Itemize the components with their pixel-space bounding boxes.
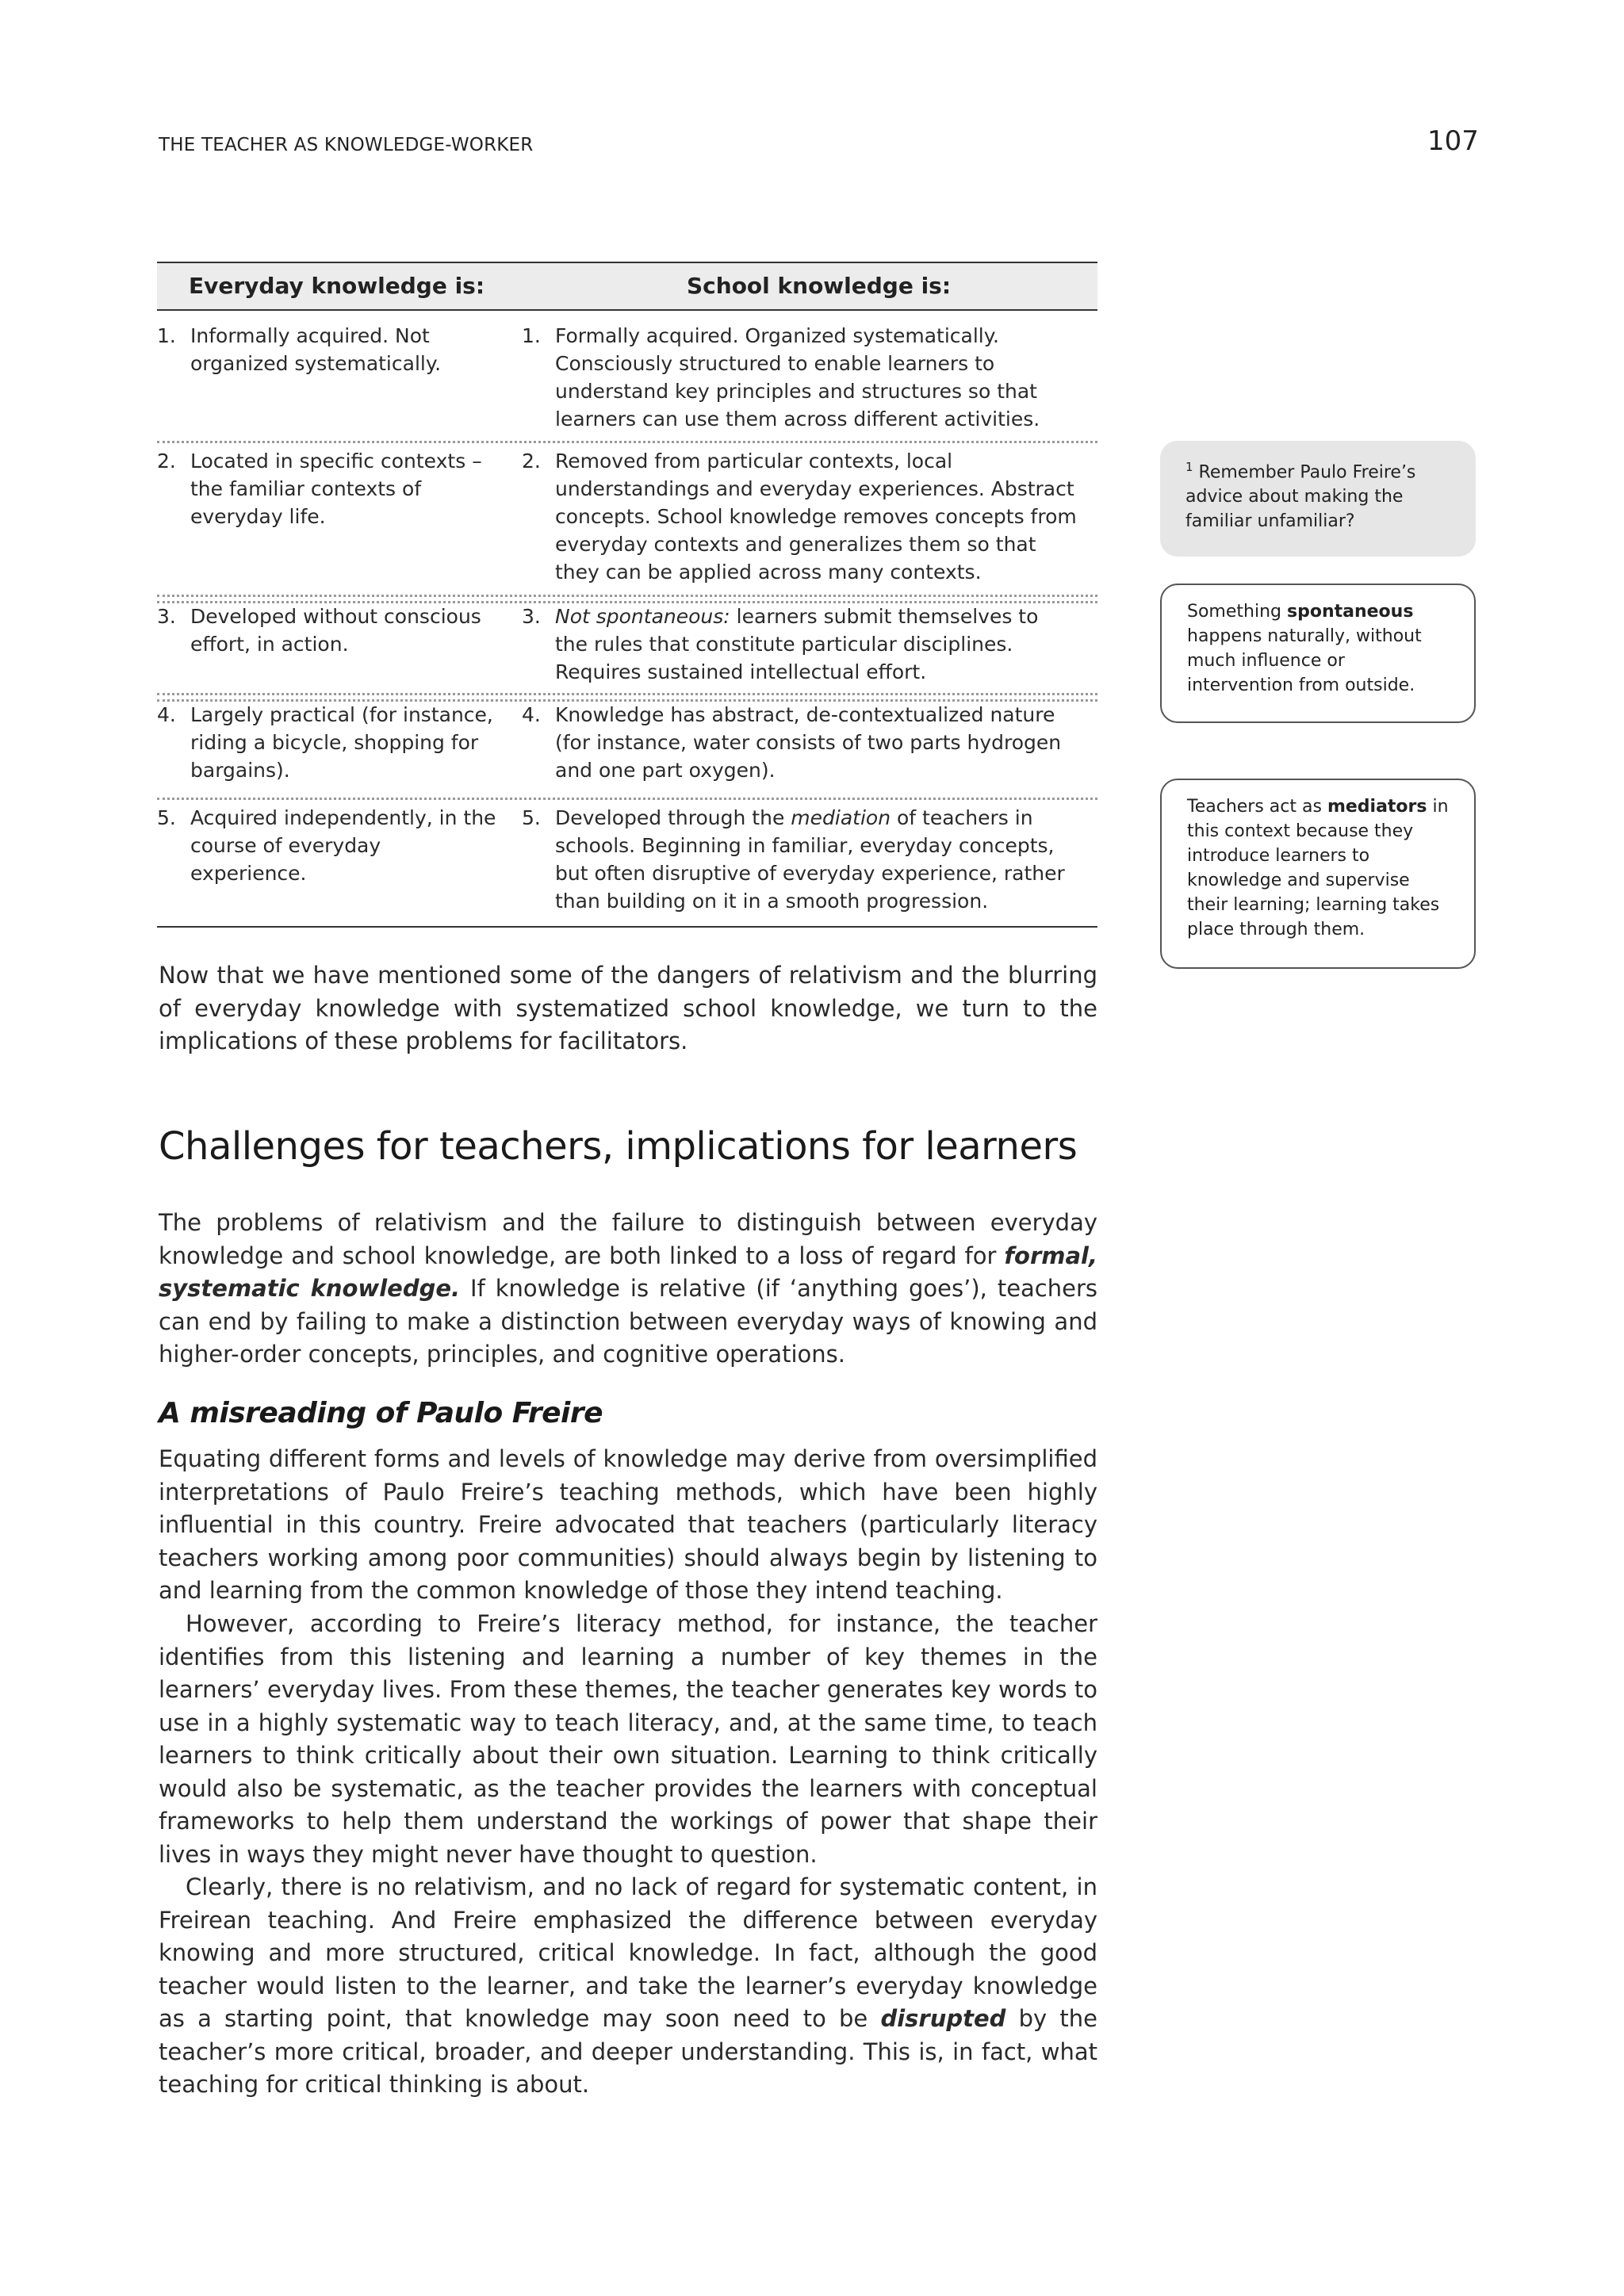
- note-term: spontaneous: [1286, 602, 1414, 622]
- cell-text: Acquired independently, in the course of everyday experience.: [190, 806, 496, 885]
- note-term: mediators: [1327, 797, 1427, 817]
- paragraph-freire-3: [159, 1871, 1097, 2102]
- row-number: 1.: [522, 324, 541, 347]
- cell-school: [522, 804, 1077, 915]
- subsection-heading: A misreading of Paulo Freire: [159, 1397, 603, 1429]
- header-school: School knowledge is:: [687, 273, 952, 299]
- cell-text: Developed without conscious effort, in action.: [190, 605, 481, 656]
- page-number: 107: [1427, 125, 1479, 157]
- header-everyday: Everyday knowledge is:: [189, 273, 485, 299]
- cell-everyday: [157, 701, 498, 784]
- row-divider: [157, 441, 1097, 443]
- row-number: 4.: [522, 703, 541, 726]
- cell-text: [555, 804, 1077, 915]
- paragraph-intro: Now that we have mentioned some of the dangers of relativism and the blurring of everyday knowledge with systematized school knowledge, we turn to the implications of these problems for facilitators.: [159, 962, 1097, 1054]
- paragraph-relativism: [159, 1207, 1097, 1372]
- margin-note-mediators: [1160, 779, 1476, 969]
- cell-school: [522, 447, 1077, 586]
- cell-school: [522, 701, 1077, 784]
- note-text: Teachers act as: [1187, 797, 1322, 817]
- table-bottom-rule: [157, 926, 1097, 928]
- cell-school: [522, 322, 1077, 433]
- row-divider: [157, 595, 1097, 597]
- cell-text: [555, 603, 1077, 686]
- cell-everyday: [157, 447, 498, 530]
- cell-everyday: [157, 322, 498, 377]
- row-divider: [157, 798, 1097, 800]
- row-number: 5.: [522, 806, 541, 829]
- cell-text: Formally acquired. Organized systematically. Consciously structured to enable learners to understand key principles and structures so that learners can use them across different activities.: [555, 324, 1040, 430]
- emphasis-term: disrupted: [880, 2005, 1006, 2032]
- note-text: Something: [1187, 602, 1281, 622]
- italic-term: mediation: [791, 806, 891, 829]
- cell-school: [522, 603, 1077, 686]
- cell-text: Largely practical (for instance, riding a bicycle, shopping for bargains).: [190, 703, 493, 782]
- cell-everyday: [157, 603, 498, 658]
- row-divider: [157, 693, 1097, 695]
- row-number: 2.: [522, 450, 541, 473]
- cell-text: Located in specific contexts – the familiar contexts of everyday life.: [190, 450, 482, 528]
- knowledge-comparison-table: [157, 262, 1097, 913]
- paragraph-text-rest: If knowledge is relative (if ‘anything goes’), teachers can end by failing to make a distinction between everyday ways of knowing and higher-order concepts, principles, and cognitive operations.: [159, 1275, 1098, 1368]
- row-number: 3.: [157, 605, 176, 628]
- cell-text-rest: learners submit themselves to the rules that constitute particular disciplines. Requires sustained intellectual effort.: [555, 605, 1039, 683]
- cell-text-rest: of teachers in schools. Beginning in familiar, everyday concepts, but often disruptive of everyday experience, rather than building on it in a smooth progression.: [555, 806, 1065, 913]
- paragraph-freire-2: However, according to Freire’s literacy method, for instance, the teacher identifies from this listening and learning a number of key themes in the learners’ everyday lives. From these themes, the teacher generates key words to use in a highly systematic way to teach literacy, and, at the same time, to teach learners to think critically about their own situation. Learning to think critically would also be systematic, as the teacher provides the learners with conceptual frameworks to help them understand the workings of power that shape their lives in ways they might never have thought to question.: [159, 1610, 1097, 1868]
- row-number: 1.: [157, 324, 176, 347]
- cell-text: Knowledge has abstract, de-contextualized nature (for instance, water consists of two parts hydrogen and one part oxygen).: [555, 703, 1062, 782]
- note-text: Remember Paulo Freire’s advice about making the familiar unfamiliar?: [1185, 462, 1416, 532]
- paragraph-text-rest: by the teacher’s more critical, broader, and deeper understanding. This is, in fact, what teaching for critical thinking is about.: [159, 2005, 1097, 2098]
- cell-everyday: [157, 804, 498, 887]
- note-text-rest: happens naturally, without much influence or intervention from outside.: [1187, 626, 1422, 695]
- table-header: [157, 262, 1097, 311]
- italic-term: Not spontaneous:: [555, 605, 730, 628]
- note-footnote-number: 1: [1185, 460, 1193, 474]
- cell-text-pre: Developed through the: [555, 806, 785, 829]
- row-number: 3.: [522, 605, 541, 628]
- running-head: THE TEACHER AS KNOWLEDGE-WORKER: [159, 135, 534, 155]
- paragraph-text: Clearly, there is no relativism, and no lack of regard for systematic content, in Freirean teaching. And Freire emphasized the difference between everyday knowing and more structured, critical knowledge. In fact, although the good teacher would listen to the learner, and take the learner’s everyday knowledge as a starting point, that knowledge may soon need to be: [159, 1873, 1097, 2032]
- row-number: 5.: [157, 806, 176, 829]
- margin-note-freire: [1160, 441, 1476, 557]
- paragraph-text: The problems of relativism and the failure to distinguish between everyday knowledge and school knowledge, are both linked to a loss of regard for: [159, 1209, 1097, 1269]
- paragraph-freire-1: Equating different forms and levels of knowledge may derive from oversimplified interpretations of Paulo Freire’s teaching methods, which have been highly influential in this country. Freire advocated that teachers (particularly literacy teachers working among poor communities) should always begin by listening to and learning from the common knowledge of those they intend teaching.: [159, 1445, 1097, 1604]
- cell-text: Removed from particular contexts, local understandings and everyday experiences. Abstract concepts. School knowledge removes concepts from everyday contexts and generalizes them so that they can be applied across many contexts.: [555, 450, 1077, 584]
- row-number: 4.: [157, 703, 176, 726]
- note-text-rest: in this context because they introduce learners to knowledge and supervise their learning; learning takes place through them.: [1187, 797, 1449, 939]
- margin-note-spontaneous: [1160, 584, 1476, 723]
- row-number: 2.: [157, 450, 176, 473]
- section-heading: Challenges for teachers, implications for learners: [159, 1124, 1078, 1169]
- emphasis-term: formal, systematic knowledge.: [159, 1242, 1098, 1302]
- cell-text: Informally acquired. Not organized systematically.: [190, 324, 442, 375]
